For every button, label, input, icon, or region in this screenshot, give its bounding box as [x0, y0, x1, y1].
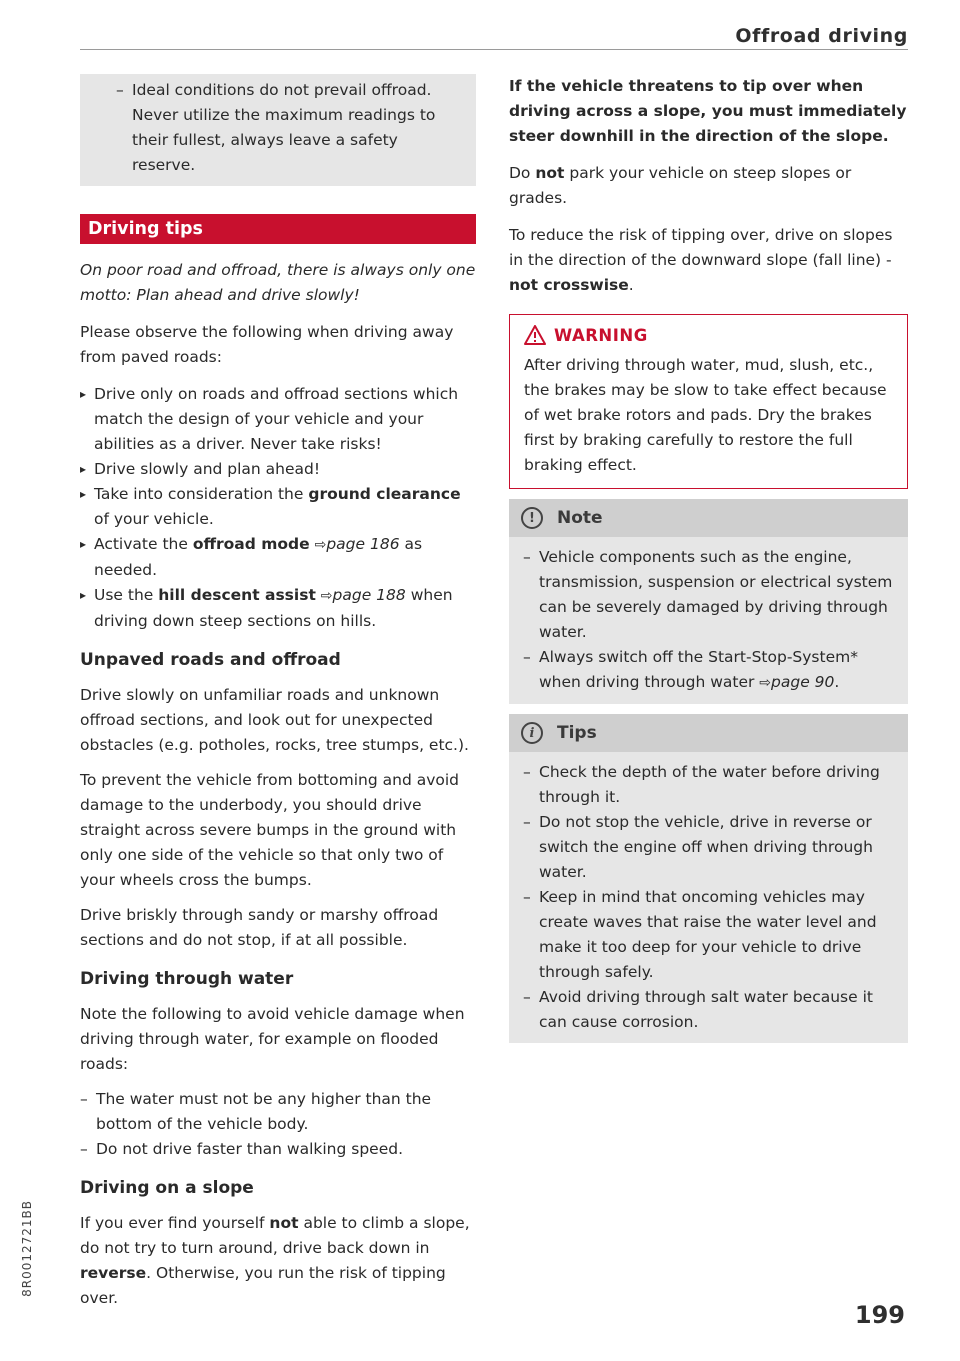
lead-motto: On poor road and offroad, there is always only one motto: Plan ahead and drive slowly!	[80, 261, 476, 304]
list-item: – Keep in mind that oncoming vehicles may create waves that raise the water level and make it too deep for your vehicle to drive through safely.	[523, 885, 894, 985]
document-code: 8R0012721BB	[20, 1200, 34, 1297]
paragraph: Drive slowly on unfamiliar roads and unknown offroad sections, and look out for unexpected obstacles (e.g. potholes, rocks, tree stumps, etc.).	[80, 686, 469, 754]
note-body	[509, 537, 908, 704]
warning-box	[509, 314, 908, 489]
page-reference-link[interactable]: page 186	[326, 535, 400, 553]
section-heading-driving-tips: Driving tips	[80, 214, 476, 244]
paragraph: Note the following to avoid vehicle damage when driving through water, for example on flooded roads:	[80, 1005, 465, 1073]
paragraph: To reduce the risk of tipping over, drive on slopes in the direction of the downward slope (fall line) - not crosswise.	[509, 226, 893, 294]
tips-box	[509, 714, 908, 1043]
tips-heading: i Tips	[509, 714, 908, 752]
continued-caution-box	[80, 74, 476, 186]
list-item: ▸ Use the hill descent assist ⇨page 188 when driving down steep sections on hills.	[80, 583, 476, 634]
page-link-arrow-icon: ⇨	[759, 675, 772, 691]
paragraph: If you ever find yourself not able to climb a slope, do not try to turn around, drive back down in reverse. Otherwise, you run the risk of tipping over.	[80, 1214, 470, 1307]
page-link-arrow-icon: ⇨	[314, 537, 327, 553]
note-heading: ! Note	[509, 499, 908, 537]
paragraph: To prevent the vehicle from bottoming and avoid damage to the underbody, you should drive straight across severe bumps in the ground with only one side of the vehicle so that only two of your wheels cross the bumps.	[80, 771, 460, 889]
paragraph: Drive briskly through sandy or marshy offroad sections and do not stop, if at all possible.	[80, 906, 439, 949]
list-item: – Always switch off the Start-Stop-System* when driving through water ⇨page 90.	[523, 645, 894, 696]
list-item: – Do not drive faster than walking speed.	[80, 1137, 476, 1162]
header-rule	[80, 49, 908, 50]
tips-body	[509, 752, 908, 1043]
emphasis-paragraph: If the vehicle threatens to tip over when driving across a slope, you must immediately steer downhill in the direction of the slope.	[509, 77, 907, 145]
right-column	[509, 74, 908, 1043]
subheading-water: Driving through water	[80, 969, 294, 989]
warning-text: After driving through water, mud, slush, etc., the brakes may be slow to take effect because of wet brake rotors and pads. Dry the brakes first by braking carefully to restore the full braking effect.	[524, 356, 887, 474]
chapter-title: Offroad driving	[735, 25, 908, 47]
tips-bullet-list	[80, 382, 476, 634]
list-item: ▸ Activate the offroad mode ⇨page 186 as needed.	[80, 532, 476, 583]
list-item: – Check the depth of the water before driving through it.	[523, 760, 894, 810]
list-item: ▸ Drive slowly and plan ahead!	[80, 457, 476, 482]
list-item: – Avoid driving through salt water because it can cause corrosion.	[523, 985, 894, 1035]
list-item: – Vehicle components such as the engine, transmission, suspension or electrical system can be severely damaged by driving through water.	[523, 545, 894, 645]
list-item: ▸ Take into consideration the ground clearance of your vehicle.	[80, 482, 476, 532]
note-box	[509, 499, 908, 704]
intro-paragraph: Please observe the following when driving away from paved roads:	[80, 323, 454, 366]
list-item: – Do not stop the vehicle, drive in reverse or switch the engine off when driving through water.	[523, 810, 894, 885]
caution-item: – Ideal conditions do not prevail offroad. Never utilize the maximum readings to their fullest, always leave a safety reserve.	[116, 78, 462, 178]
info-circle-icon: i	[521, 722, 543, 744]
list-item: ▸ Drive only on roads and offroad sections which match the design of your vehicle and your abilities as a driver. Never take risks!	[80, 382, 476, 457]
subheading-unpaved: Unpaved roads and offroad	[80, 650, 341, 670]
page-reference-link[interactable]: page 90	[771, 673, 835, 691]
list-item: – The water must not be any higher than the bottom of the vehicle body.	[80, 1087, 476, 1137]
left-column	[80, 74, 476, 1311]
paragraph: Do not park your vehicle on steep slopes or grades.	[509, 164, 852, 207]
warning-heading: WARNING	[524, 325, 895, 345]
exclamation-circle-icon: !	[521, 507, 543, 529]
page-link-arrow-icon: ⇨	[320, 588, 333, 604]
page-number: 199	[854, 1301, 905, 1329]
warning-triangle-icon	[524, 325, 546, 345]
page-reference-link[interactable]: page 188	[332, 586, 406, 604]
subheading-slope: Driving on a slope	[80, 1178, 254, 1198]
